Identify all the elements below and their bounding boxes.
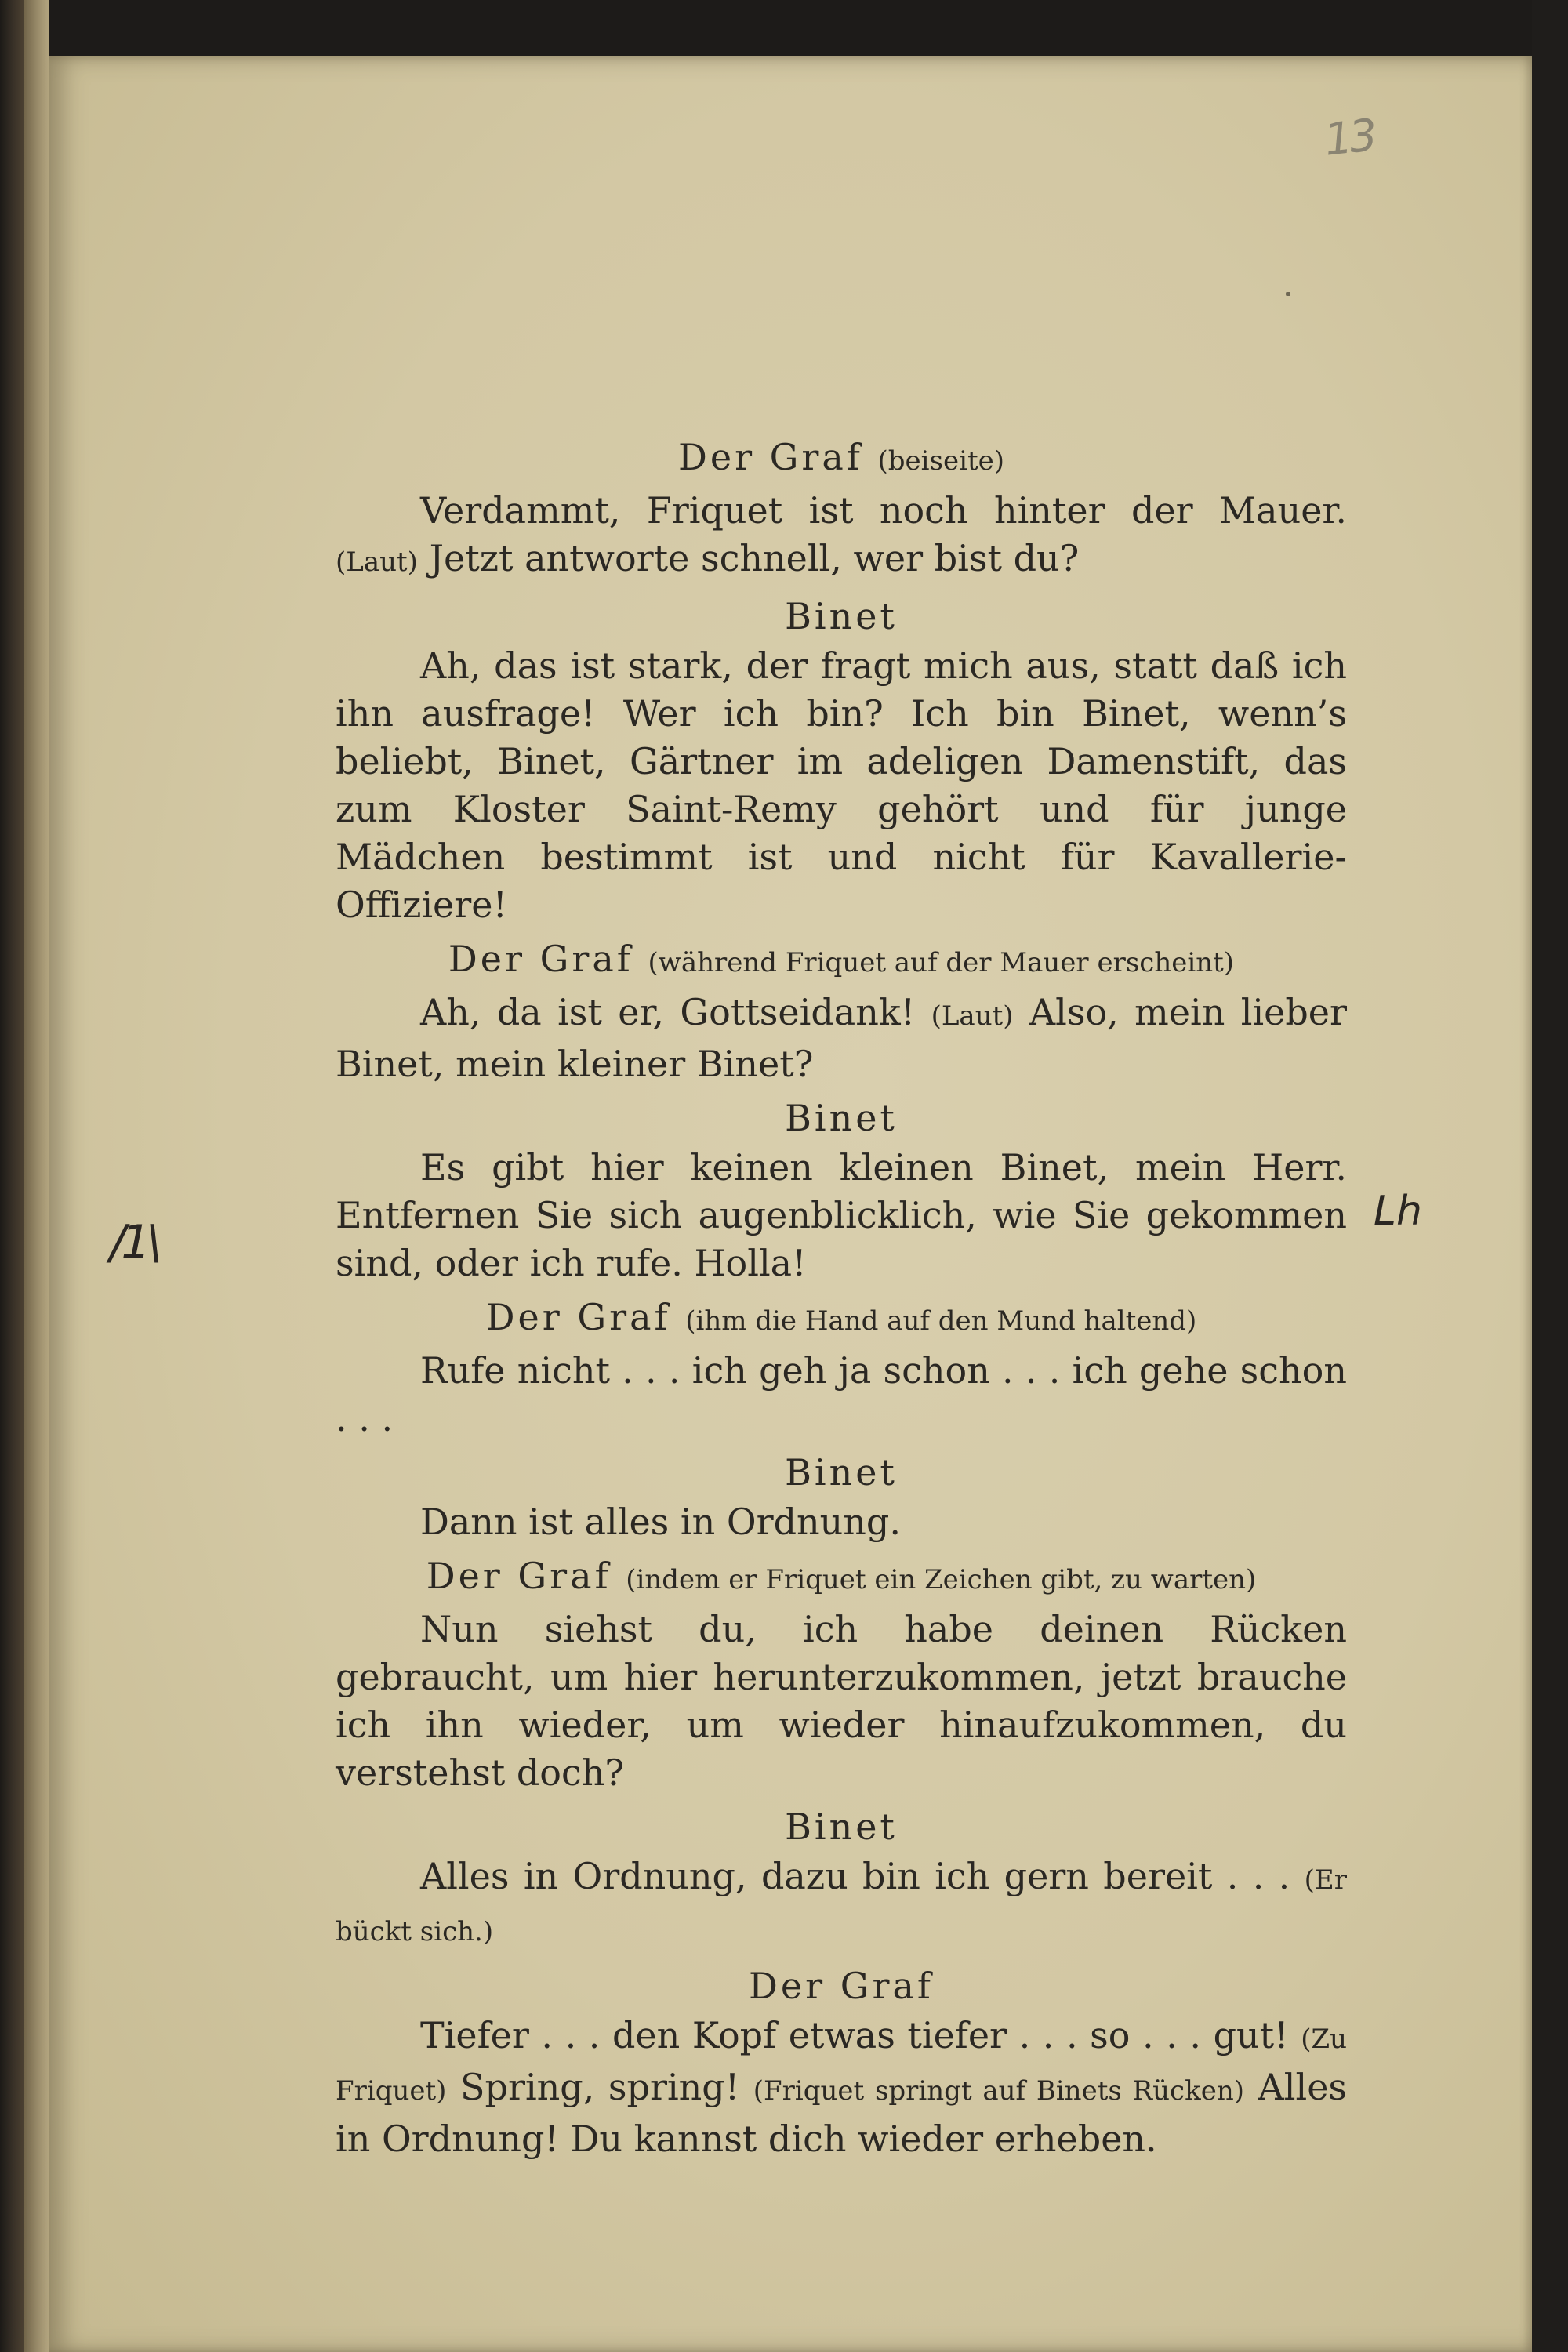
dialogue xyxy=(336,1853,1347,1956)
speaker-name: Der Graf xyxy=(485,1296,671,1338)
speaker-name: Binet xyxy=(785,1451,898,1494)
dialogue-text: Ah, da ist er, Gottseidank! xyxy=(420,991,916,1033)
ink-dot xyxy=(1286,292,1290,296)
speaker-heading xyxy=(336,935,1347,987)
speaker-name: Der Graf xyxy=(677,436,863,478)
dialogue-text: Verdammt, Friquet ist noch hinter der Mauer. xyxy=(420,489,1347,532)
speaker-heading xyxy=(336,1803,1347,1851)
page-gutter xyxy=(24,0,49,2352)
speaker-heading xyxy=(336,1552,1347,1604)
dialogue xyxy=(336,487,1347,586)
dialogue-text: Jetzt antworte schnell, wer bist du? xyxy=(429,537,1080,579)
margin-note-right: Lh xyxy=(1374,1188,1422,1235)
stage-direction: (Er bückt sich.) xyxy=(336,1864,1347,1947)
stage-direction: (Laut) xyxy=(931,1000,1014,1032)
scan-right-edge xyxy=(1532,0,1568,2352)
speaker-name: Der Graf xyxy=(426,1555,612,1597)
dialogue-text: Also, mein lieber Binet, mein kleiner Binet? xyxy=(336,991,1347,1085)
stage-direction: (Zu Friquet) xyxy=(336,2024,1347,2107)
dialogue: Ah, das ist stark, der fragt mich aus, statt daß ich ihn ausfrage! Wer ich bin? Ich bin Binet, wenn’s beliebt, Binet, Gärtner im adeligen Damenstift, das zum Kloster Saint-Remy gehört und für junge Mädchen bestimmt ist und nicht für Kavallerie-Offiziere! xyxy=(336,644,1347,926)
speaker-name: Binet xyxy=(785,595,898,637)
dialogue-text: Spring, spring! xyxy=(460,2066,740,2108)
scan-top-edge xyxy=(49,0,1532,56)
dialogue-text: Alles in Ordnung, dazu bin ich gern bereit . . . xyxy=(420,1855,1290,1897)
speaker-name: Binet xyxy=(785,1097,898,1139)
page-number: 13 xyxy=(1322,110,1377,166)
dialogue xyxy=(336,2012,1347,2163)
speaker-name: Binet xyxy=(785,1806,898,1848)
dialogue-text: Alles in Ordnung! Du kannst dich wieder erheben. xyxy=(336,2066,1348,2160)
stage-direction: (ihm die Hand auf den Mund haltend) xyxy=(685,1305,1197,1337)
speaker-heading xyxy=(336,1449,1347,1497)
dialogue: Nun siehst du, ich habe deinen Rücken gebraucht, um hier herunterzukommen, jetzt brauche ich ihn wieder, um wieder hinaufzukommen, du verstehst doch? xyxy=(336,1608,1347,1794)
speaker-heading xyxy=(336,593,1347,641)
speaker-heading xyxy=(336,1094,1347,1142)
speaker-name: Der Graf xyxy=(448,938,633,980)
speaker-heading xyxy=(336,434,1347,485)
dialogue: Es gibt hier keinen kleinen Binet, mein Herr. Entfernen Sie sich augenblicklich, wie Sie gekommen sind, oder ich rufe. Holla! xyxy=(336,1146,1347,1284)
dialogue-text: Tiefer . . . den Kopf etwas tiefer . . . so . . . gut! xyxy=(420,2014,1289,2056)
stage-direction: (indem er Friquet ein Zeichen gibt, zu warten) xyxy=(626,1564,1257,1595)
dialogue: Dann ist alles in Ordnung. xyxy=(420,1501,901,1543)
stage-direction: (während Friquet auf der Mauer erscheint) xyxy=(648,947,1235,978)
book-binding xyxy=(0,0,24,2352)
stage-direction: (beiseite) xyxy=(877,445,1005,477)
dialogue xyxy=(336,989,1347,1088)
speaker-heading xyxy=(336,1294,1347,1345)
margin-note-left: /1\ xyxy=(110,1215,158,1270)
stage-direction: (Laut) xyxy=(336,546,418,578)
play-text xyxy=(336,427,1347,2163)
stage-direction: (Friquet springt auf Binets Rücken) xyxy=(753,2075,1244,2107)
dialogue: Rufe nicht . . . ich geh ja schon . . . ich gehe schon . . . xyxy=(336,1349,1347,1439)
speaker-name: Der Graf xyxy=(749,1965,934,2007)
speaker-heading xyxy=(336,1962,1347,2010)
